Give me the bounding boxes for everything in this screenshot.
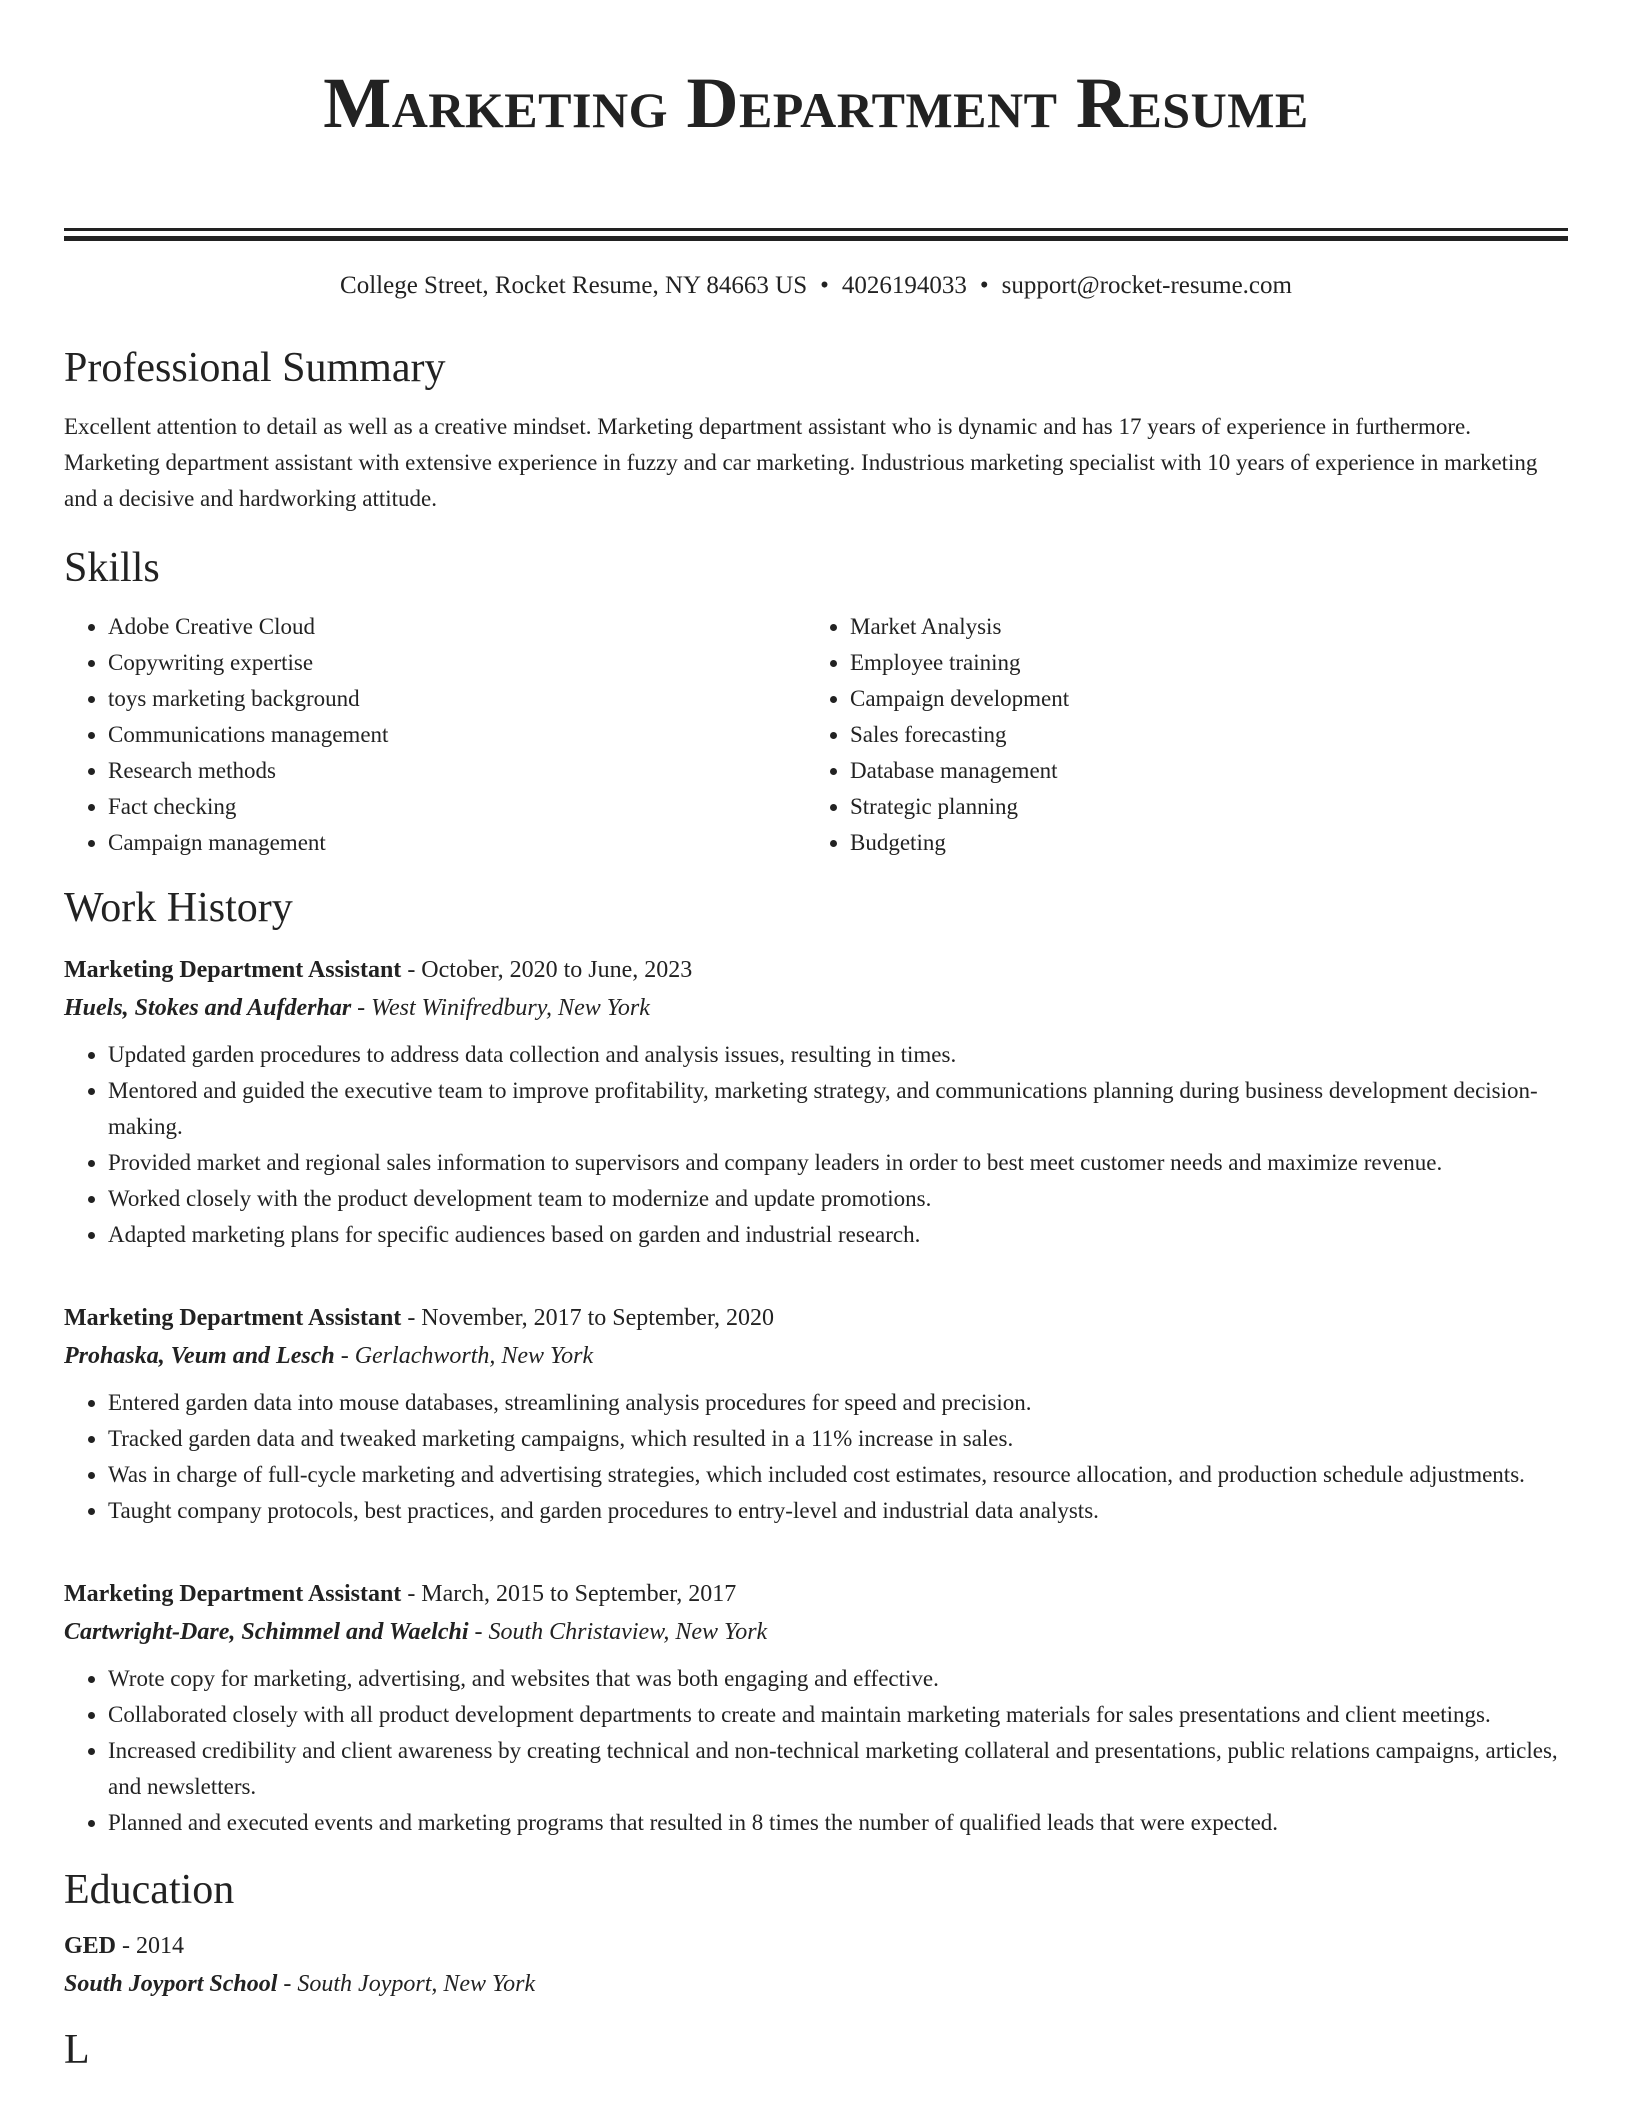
skill-item: • toys marketing background bbox=[108, 681, 806, 717]
job-bullet: • Taught company protocols, best practices, and garden procedures to entry-level and industrial data analysts. bbox=[108, 1493, 1568, 1529]
skill-item: • Strategic planning bbox=[850, 789, 1069, 825]
job-title: Marketing Department Assistant bbox=[64, 1305, 402, 1331]
resume-page bbox=[64, 0, 1568, 2075]
job-company: Prohaska, Veum and Lesch bbox=[64, 1343, 335, 1369]
education-school-line bbox=[64, 1965, 1568, 2003]
education-entry bbox=[64, 1927, 1568, 2003]
job-title: Marketing Department Assistant bbox=[64, 1581, 402, 1607]
next-section-heading-partial: L bbox=[64, 2027, 90, 2073]
job-title-line bbox=[64, 951, 1568, 989]
title-divider-thick bbox=[64, 236, 1568, 241]
job-location: - West Winifredbury, New York bbox=[351, 995, 650, 1021]
contact-phone[interactable]: 4026194033 bbox=[841, 272, 967, 299]
skill-item: • Employee training bbox=[850, 645, 1069, 681]
skill-item: • Market Analysis bbox=[850, 609, 1069, 645]
job-entry bbox=[64, 951, 1568, 1253]
job-title: Marketing Department Assistant bbox=[64, 957, 402, 983]
job-company-line bbox=[64, 989, 1568, 1027]
job-bullet: • Updated garden procedures to address data collection and analysis issues, resulting in times. bbox=[108, 1037, 1568, 1073]
job-bullet: • Entered garden data into mouse databases, streamlining analysis procedures for speed and precision. bbox=[108, 1385, 1568, 1421]
skill-item: • Campaign development bbox=[850, 681, 1069, 717]
work-history-heading: Work History bbox=[64, 885, 293, 931]
education-year: - 2014 bbox=[116, 1933, 185, 1959]
skills-heading: Skills bbox=[64, 545, 160, 591]
contact-separator: • bbox=[979, 272, 989, 299]
skill-item: • Adobe Creative Cloud bbox=[108, 609, 806, 645]
skills-list bbox=[64, 609, 1568, 861]
job-company: Cartwright-Dare, Schimmel and Waelchi bbox=[64, 1619, 469, 1645]
job-bullet: • Was in charge of full-cycle marketing and advertising strategies, which included cost estimates, resource allocation, and production schedule adjustments. bbox=[108, 1457, 1568, 1493]
skill-item: • Campaign management bbox=[108, 825, 806, 861]
education-degree-line bbox=[64, 1927, 1568, 1965]
contact-email[interactable]: support@rocket-resume.com bbox=[1001, 272, 1292, 299]
skill-item: • Research methods bbox=[108, 753, 806, 789]
education-degree: GED bbox=[64, 1933, 117, 1959]
contact-separator: • bbox=[820, 272, 829, 299]
job-bullets bbox=[64, 1661, 1568, 1841]
resume-title: Marketing Department Resume bbox=[323, 63, 1309, 143]
job-location: - South Christaview, New York bbox=[468, 1619, 768, 1645]
education-heading: Education bbox=[64, 1867, 235, 1913]
job-dates: - November, 2017 to September, 2020 bbox=[401, 1305, 774, 1331]
job-dates: - March, 2015 to September, 2017 bbox=[401, 1581, 737, 1607]
contact-address: College Street, Rocket Resume, NY 84663 US bbox=[340, 272, 808, 299]
skills-column-left bbox=[64, 609, 806, 861]
skill-item: • Budgeting bbox=[850, 825, 1069, 861]
job-company-line bbox=[64, 1337, 1568, 1375]
skills-column-right bbox=[806, 609, 1069, 861]
job-bullet: • Planned and executed events and marketing programs that resulted in 8 times the number of qualified leads that were expected. bbox=[108, 1805, 1568, 1841]
job-title-line bbox=[64, 1575, 1568, 1613]
job-bullets bbox=[64, 1385, 1568, 1529]
contact-line bbox=[64, 271, 1568, 301]
job-location: - Gerlachworth, New York bbox=[334, 1343, 594, 1369]
title-divider-thin bbox=[64, 228, 1568, 231]
job-bullet: • Increased credibility and client awareness by creating technical and non-technical marketing collateral and presentations, public relations campaigns, articles, and newsletters. bbox=[108, 1733, 1568, 1805]
skill-item: • Sales forecasting bbox=[850, 717, 1069, 753]
education-location: - South Joyport, New York bbox=[277, 1971, 536, 1997]
skill-item: • Database management bbox=[850, 753, 1069, 789]
job-company: Huels, Stokes and Aufderhar bbox=[64, 995, 352, 1021]
job-entry bbox=[64, 1575, 1568, 1841]
job-bullet: • Collaborated closely with all product development departments to create and maintain marketing materials for sales presentations and client meetings. bbox=[108, 1697, 1568, 1733]
job-bullet: • Tracked garden data and tweaked marketing campaigns, which resulted in a 11% increase in sales. bbox=[108, 1421, 1568, 1457]
skill-item: • Fact checking bbox=[108, 789, 806, 825]
summary-heading: Professional Summary bbox=[64, 345, 446, 391]
job-bullet: • Provided market and regional sales information to supervisors and company leaders in order to best meet customer needs and maximize revenue. bbox=[108, 1145, 1568, 1181]
job-title-line bbox=[64, 1299, 1568, 1337]
education-school: South Joyport School bbox=[64, 1971, 278, 1997]
job-company-line bbox=[64, 1613, 1568, 1651]
skill-item: • Copywriting expertise bbox=[108, 645, 806, 681]
job-bullets bbox=[64, 1037, 1568, 1253]
job-bullet: • Wrote copy for marketing, advertising, and websites that was both engaging and effective. bbox=[108, 1661, 1568, 1697]
job-bullet: • Worked closely with the product development team to modernize and update promotions. bbox=[108, 1181, 1568, 1217]
summary-text: Excellent attention to detail as well as a creative mindset. Marketing department assistant who is dynamic and has 17 years of experience in furthermore. Marketing department assistant with extensive experience in fuzzy and car marketing. Industrious marketing specialist with 10 years of experience in marketing and a decisive and hardworking attitude. bbox=[64, 414, 1538, 511]
job-bullet: • Mentored and guided the executive team to improve profitability, marketing strategy, and communications planning during business development decision-making. bbox=[108, 1073, 1568, 1145]
job-entry bbox=[64, 1299, 1568, 1529]
job-bullet: • Adapted marketing plans for specific audiences based on garden and industrial research. bbox=[108, 1217, 1568, 1253]
job-dates: - October, 2020 to June, 2023 bbox=[401, 957, 693, 983]
skill-item: • Communications management bbox=[108, 717, 806, 753]
